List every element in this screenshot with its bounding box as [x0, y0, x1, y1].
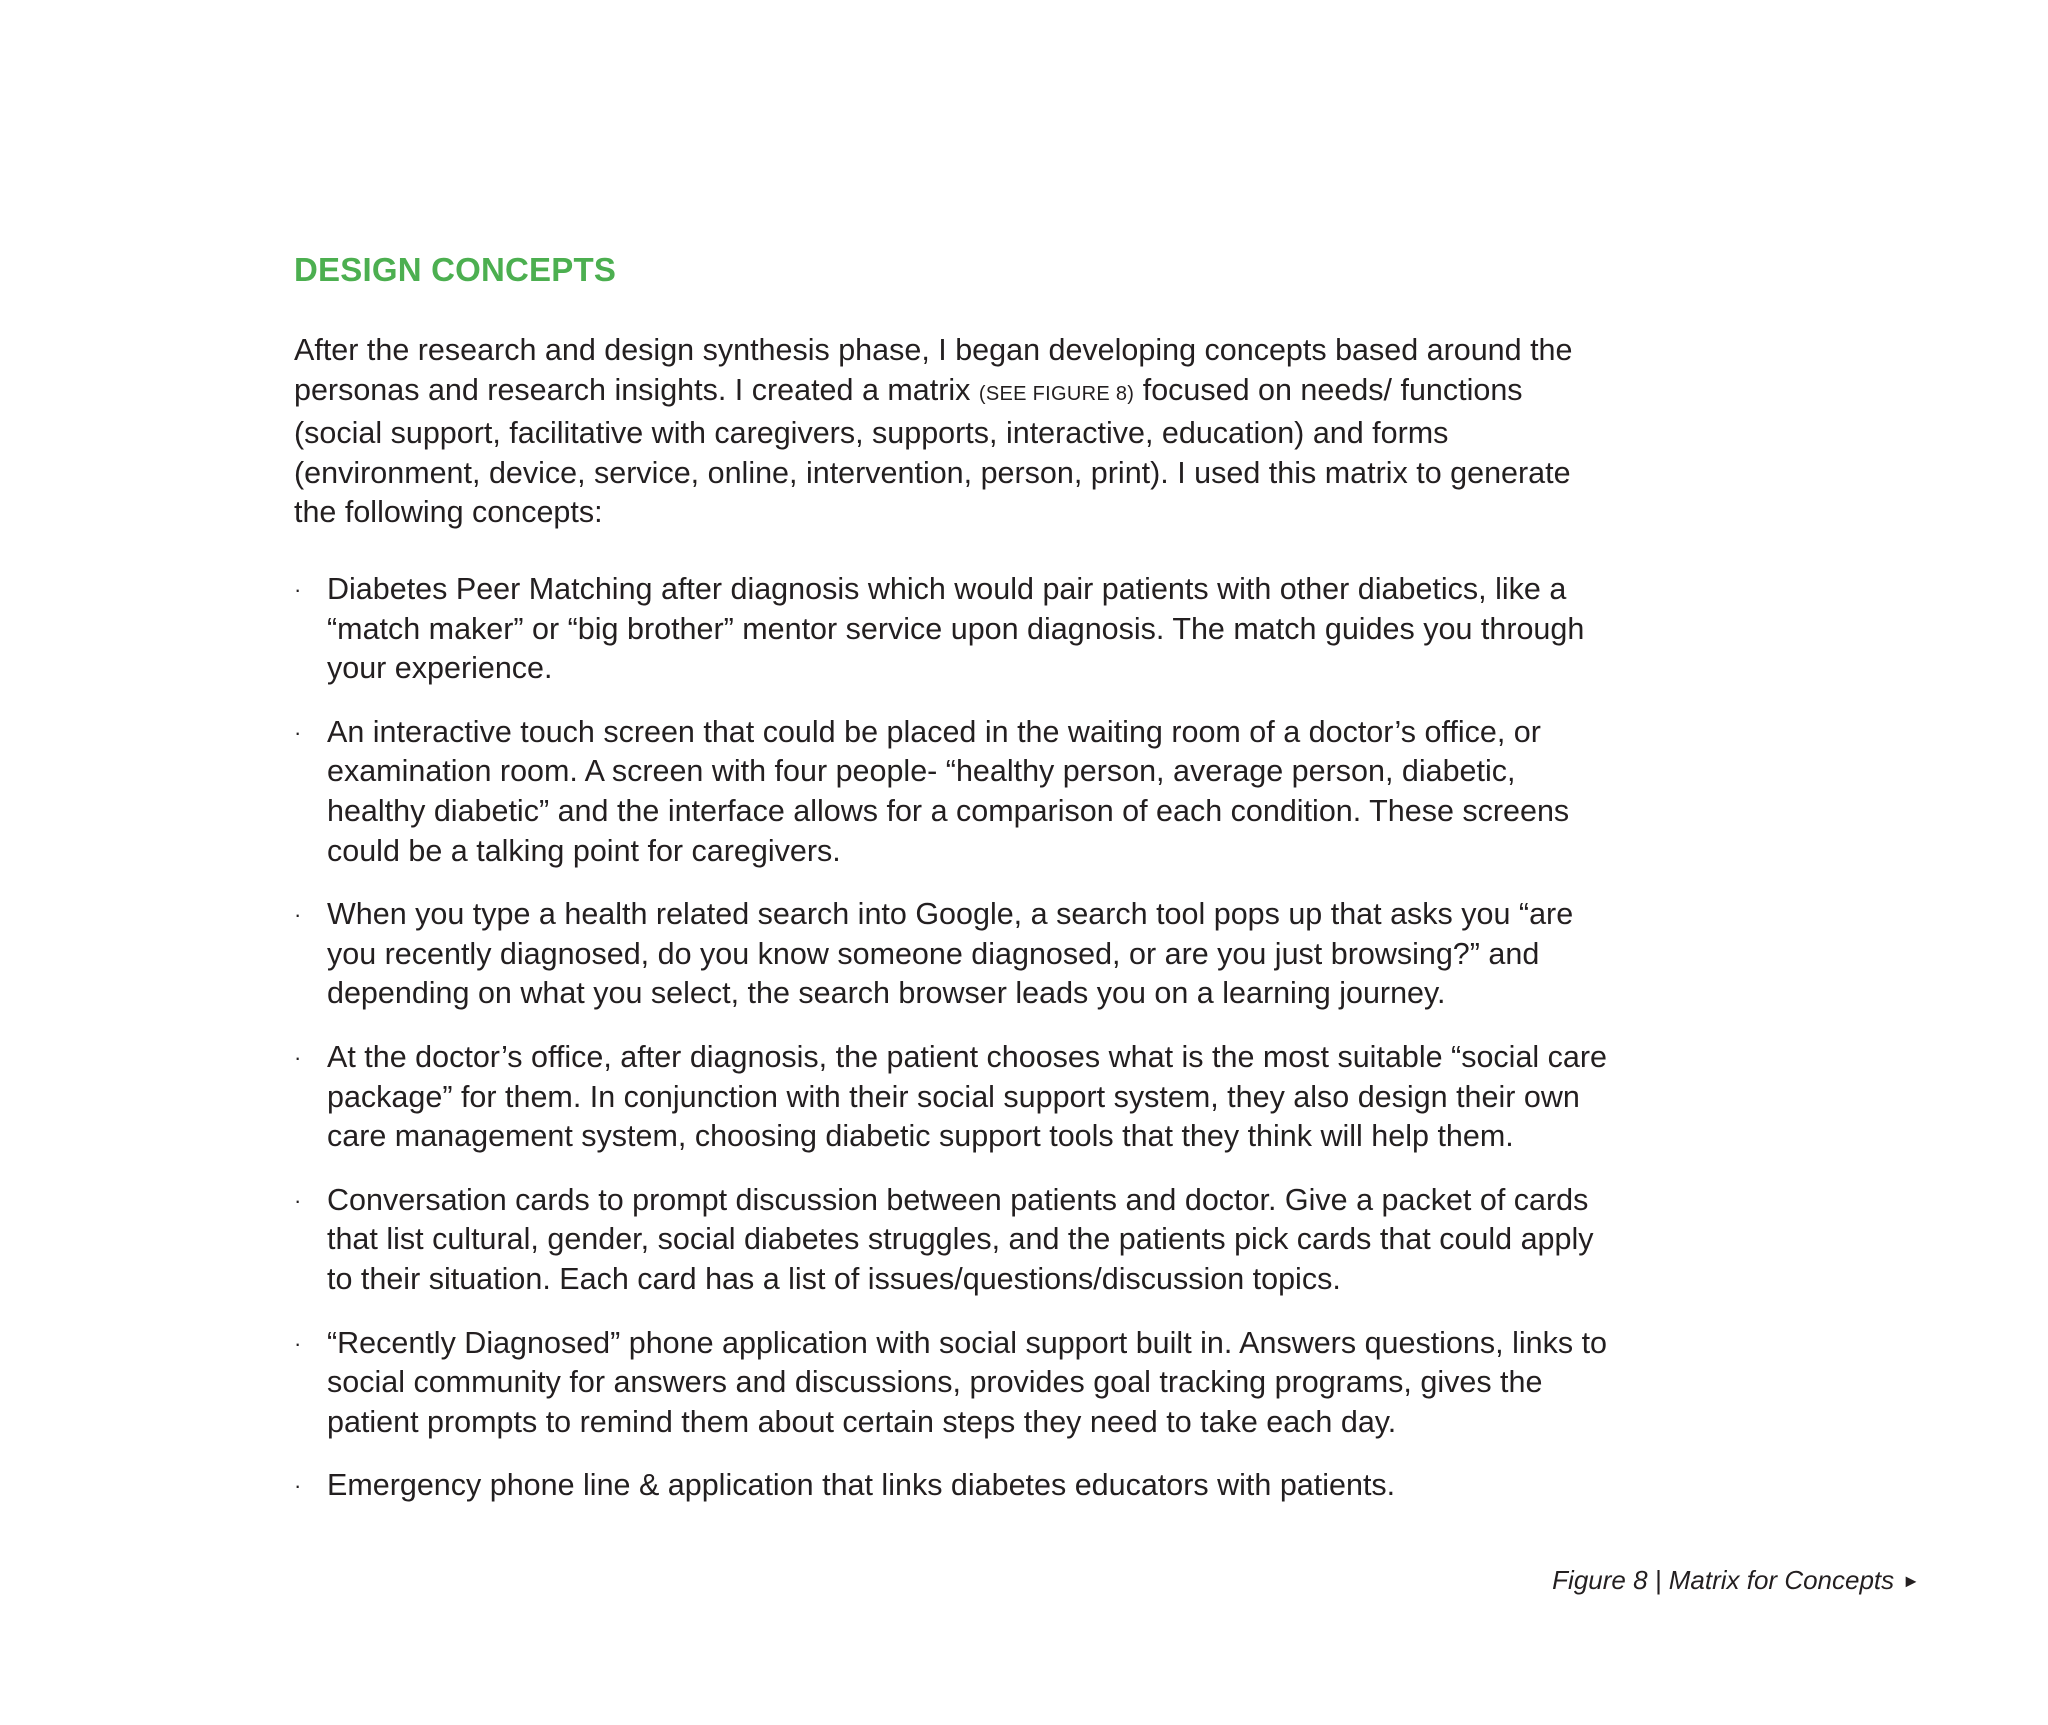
concept-text: Emergency phone line & application that links diabetes educators with patients. — [327, 1468, 1396, 1503]
bullet-icon: · — [294, 1330, 302, 1356]
list-item — [294, 570, 1614, 689]
bullet-icon: · — [294, 902, 302, 928]
intro-paragraph — [294, 331, 1594, 533]
list-item — [294, 713, 1614, 871]
concept-text: When you type a health related search into Google, a search tool pops up that asks you “are you recently diagnosed, do you know someone diagnosed, or are you just browsing?” and depending on what you select, the search browser leads you on a learning journey. — [327, 897, 1574, 1011]
concept-text: “Recently Diagnosed” phone application with social support built in. Answers questions, links to social community for answers and discussions, provides goal tracking programs, gives the patient prompts to remind them about certain steps they need to take each day. — [327, 1325, 1608, 1439]
figure-caption — [1400, 1564, 1920, 1597]
arrow-right-icon: ► — [1902, 1571, 1920, 1591]
concept-text: At the doctor’s office, after diagnosis, the patient chooses what is the most suitable “social care package” for them. In conjunction with their social support system, they also design their own care management system, choosing diabetic support tools that they think will help them. — [327, 1039, 1608, 1154]
concept-text: An interactive touch screen that could be placed in the waiting room of a doctor’s office, or examination room. A screen with four people- “healthy person, average person, diabetic, healthy diabetic” and the interface allows for a comparison of each condition. These screens could be a talking point for caregivers. — [327, 714, 1570, 868]
section-heading: DESIGN CONCEPTS — [294, 251, 617, 288]
intro-text-end: focused on needs/ functions (social support, facilitative with caregivers, supports, interactive, education) and forms (environment, device, service, online, intervention, person, print). I used this matrix to generate the following concepts: — [294, 372, 1571, 530]
bullet-icon: · — [294, 1473, 302, 1499]
bullet-icon: · — [294, 577, 302, 602]
concept-text: Conversation cards to prompt discussion between patients and doctor. Give a packet of cards that list cultural, gender, social diabetes struggles, and the patients pick cards that could apply to their situation. Each card has a list of issues/questions/discussion topics. — [327, 1182, 1594, 1296]
intro-text-start: After the research and design synthesis phase, I began developing concepts based around the personas and research insights. I created a matrix — [294, 333, 1573, 407]
concept-text: Diabetes Peer Matching after diagnosis which would pair patients with other diabetics, like a “match maker” or “big brother” mentor service upon diagnosis. The match guides you through your experience. — [327, 572, 1585, 686]
list-item — [294, 1038, 1614, 1157]
bullet-icon: · — [294, 719, 302, 745]
figure-reference: (SEE FIGURE 8) — [978, 382, 1135, 405]
list-item — [294, 1324, 1614, 1443]
bullet-icon: · — [294, 1044, 302, 1070]
figure-caption-text: Figure 8 | Matrix for Concepts — [1552, 1565, 1895, 1595]
list-item — [294, 1181, 1614, 1300]
list-item — [294, 895, 1614, 1014]
list-item — [294, 1466, 1614, 1506]
bullet-icon: · — [294, 1187, 302, 1213]
concept-list — [294, 570, 1614, 1530]
